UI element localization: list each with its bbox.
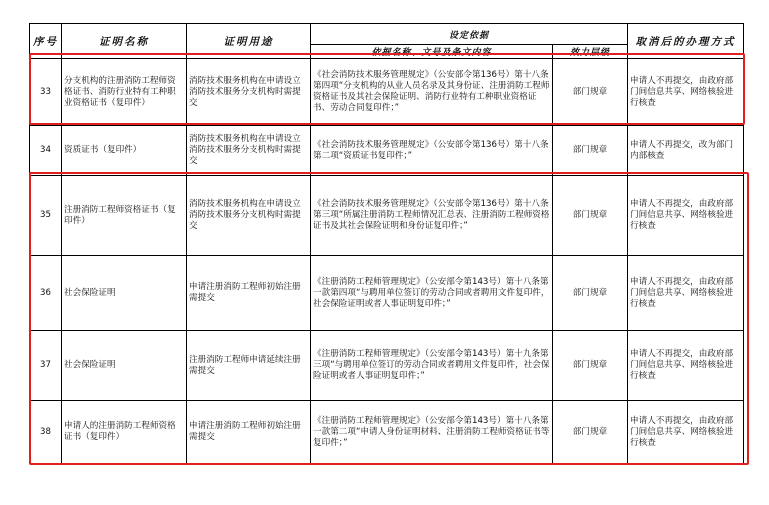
row-name: 社会保险证明: [62, 256, 187, 331]
row-basis: 《社会消防技术服务管理规定》（公安部令第136号）第十八条第四项“分支机构的从业人员名录及其身份证、注册消防工程师资格证书及其社会保险证明、消防行业特有工种职业资格证书、劳动合同复印件；”: [311, 59, 553, 126]
table-row: [30, 176, 744, 256]
row-no: 34: [30, 126, 62, 176]
row-name: 分支机构的注册消防工程师资格证书、消防行业特有工种职业资格证书（复印件）: [62, 59, 187, 126]
row-name: 资质证书（复印件）: [62, 126, 187, 176]
row-name: 注册消防工程师资格证书（复印件）: [62, 176, 187, 256]
row-after: 申请人不再提交，由政府部门间信息共享、网络核验进行核查: [628, 401, 744, 464]
table-row: [30, 59, 744, 126]
row-no: 37: [30, 331, 62, 401]
header-name: 证明名称: [62, 24, 187, 59]
row-basis: 《注册消防工程师管理规定》（公安部令第143号）第十八条第一款第二项“申请人身份证明材料、注册消防工程师资格证书等复印件；”: [311, 401, 553, 464]
header-after: 取消后的办理方式: [628, 24, 744, 59]
row-basis: 《注册消防工程师管理规定》（公安部令第143号）第十九条第三项“与聘用单位签订的劳动合同或者聘用文件复印件，社会保险证明或者人事证明复印件；”: [311, 331, 553, 401]
row-level: 部门规章: [553, 59, 628, 126]
row-use: 申请注册消防工程师初始注册需提交: [187, 401, 311, 464]
row-use: 消防技术服务机构在申请设立消防技术服务分支机构时需提交: [187, 59, 311, 126]
row-level: 部门规章: [553, 331, 628, 401]
row-use: 消防技术服务机构在申请设立消防技术服务分支机构时需提交: [187, 126, 311, 176]
table-row: [30, 401, 744, 464]
certificate-table: [29, 23, 744, 464]
row-level: 部门规章: [553, 126, 628, 176]
header-use: 证明用途: [187, 24, 311, 59]
row-after: 申请人不再提交，由政府部门间信息共享、网络核验进行核查: [628, 176, 744, 256]
row-no: 38: [30, 401, 62, 464]
row-basis: 《注册消防工程师管理规定》（公安部令第143号）第十八条第一款第四项“与聘用单位签订的劳动合同或者聘用文件复印件，社会保险证明或者人事证明复印件；”: [311, 256, 553, 331]
row-level: 部门规章: [553, 256, 628, 331]
header-basis: 设定依据: [311, 24, 628, 45]
row-no: 33: [30, 59, 62, 126]
table-row: [30, 126, 744, 176]
row-no: 35: [30, 176, 62, 256]
row-after: 申请人不再提交，由政府部门间信息共享、网络核验进行核查: [628, 59, 744, 126]
table-row: [30, 331, 744, 401]
row-use: 注册消防工程师申请延续注册需提交: [187, 331, 311, 401]
row-after: 申请人不再提交，改为部门内部核查: [628, 126, 744, 176]
row-after: 申请人不再提交，由政府部门间信息共享、网络核验进行核查: [628, 256, 744, 331]
row-after: 申请人不再提交，由政府部门间信息共享、网络核验进行核查: [628, 331, 744, 401]
table-row: [30, 256, 744, 331]
row-name: 社会保险证明: [62, 331, 187, 401]
row-name: 申请人的注册消防工程师资格证书（复印件）: [62, 401, 187, 464]
row-no: 36: [30, 256, 62, 331]
header-basis-level: 效力层级: [553, 45, 628, 59]
row-basis: 《社会消防技术服务管理规定》（公安部令第136号）第十八条第三项“所属注册消防工程师情况汇总表、注册消防工程师资格证书及其社会保险证明和身份证复印件；”: [311, 176, 553, 256]
header-basis-doc: 依据名称、文号及条文内容: [311, 45, 553, 59]
row-basis: 《社会消防技术服务管理规定》（公安部令第136号）第十八条第二项“资质证书复印件；”: [311, 126, 553, 176]
row-level: 部门规章: [553, 401, 628, 464]
header-no: 序号: [30, 24, 62, 59]
row-level: 部门规章: [553, 176, 628, 256]
row-use: 申请注册消防工程师初始注册需提交: [187, 256, 311, 331]
row-use: 消防技术服务机构在申请设立消防技术服务分支机构时需提交: [187, 176, 311, 256]
